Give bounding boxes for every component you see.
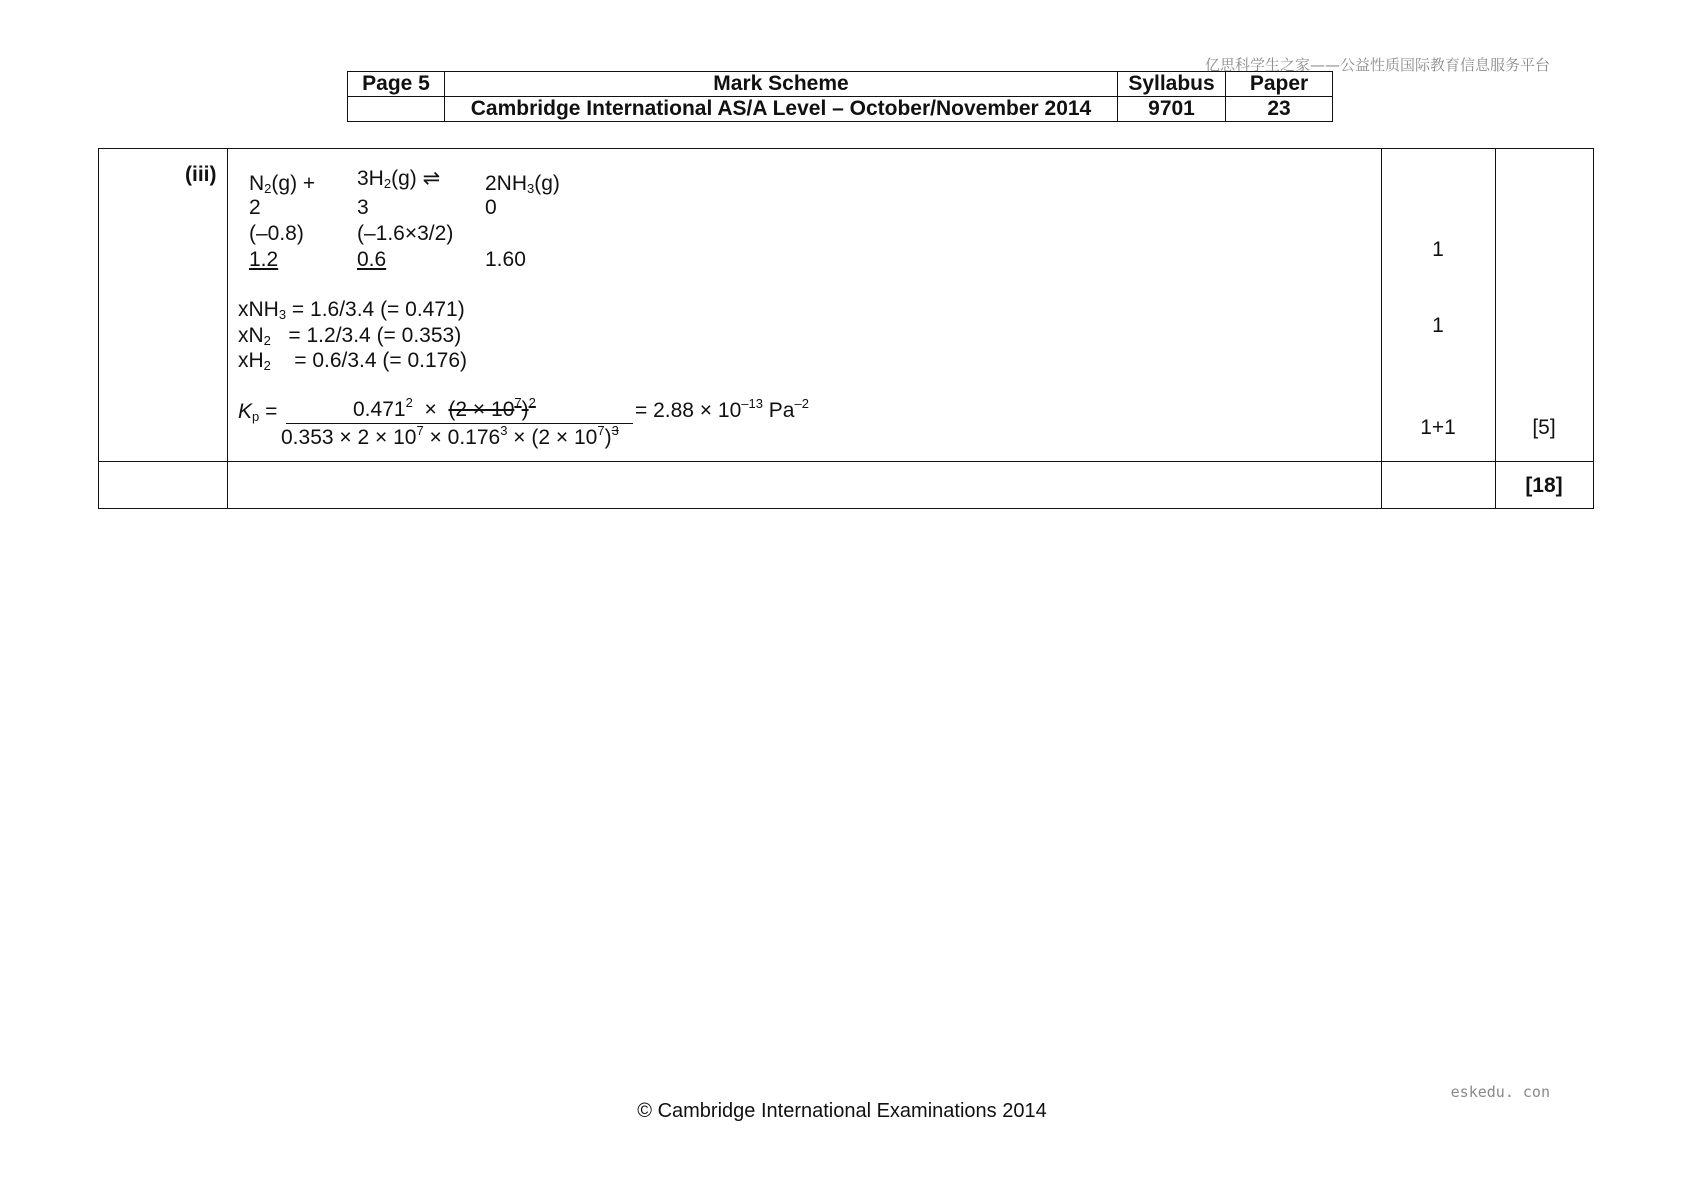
header-empty-cell	[348, 97, 445, 122]
syllabus-label: Syllabus	[1118, 72, 1226, 97]
kp-symbol: $K_p$ =	[238, 400, 278, 424]
row-divider	[99, 461, 1593, 462]
watermark-url: eskedu. con	[1450, 1083, 1550, 1101]
initial-h2: 3	[357, 196, 369, 219]
kp-result: = $2.88 \times 10^{-13}$ $Pa^{-2}$	[635, 396, 809, 422]
page-number: Page 5	[348, 72, 445, 97]
part-label: (iii)	[185, 163, 217, 186]
kp-numerator: $0.471^2 \times (2 \times 10^7)^2$	[353, 395, 536, 421]
header-subtitle: Cambridge International AS/A Level – October/November 2014	[445, 97, 1118, 122]
equilibrium-h2: 0.6	[357, 248, 387, 271]
kp-denominator: $0.353 \times 2 \times 10^7 \times 0.176^3 \times (2 \times 10^7)^3$	[281, 423, 619, 449]
initial-nh3: 0	[485, 196, 497, 219]
mole-fraction-h2: $xH_2$ = 0.6/3.4 (= 0.176)	[238, 349, 468, 373]
watermark-text: 亿思科学生之家——公益性质国际教育信息服务平台	[1204, 56, 1550, 74]
equation-nh3: $2NH_3(g)$	[485, 172, 560, 196]
paper-label: Paper	[1226, 72, 1333, 97]
mark-value: 1	[1432, 314, 1444, 337]
header-title: Mark Scheme	[445, 72, 1118, 97]
kp-fraction-line	[286, 423, 633, 424]
column-divider	[227, 149, 228, 508]
part-total: [5]	[1532, 416, 1556, 439]
equation-n2: $N_2(g)$ +	[249, 172, 316, 196]
change-h2: (–1.6×3/2)	[357, 222, 454, 245]
paper-code: 23	[1226, 97, 1333, 122]
change-n2: (–0.8)	[249, 222, 304, 245]
question-total: [18]	[1525, 474, 1563, 497]
mark-value: 1+1	[1420, 416, 1456, 439]
mark-scheme-table	[98, 148, 1594, 509]
page-header-table	[347, 71, 1333, 122]
initial-n2: 2	[249, 196, 261, 219]
equation-h2: $3H_2(g)$ ⇌	[357, 167, 441, 191]
mole-fraction-nh3: xNH$_3$ = 1.6/3.4 (= 0.471)	[238, 298, 465, 322]
column-divider	[1495, 149, 1496, 508]
syllabus-code: 9701	[1118, 97, 1226, 122]
copyright-footer: © Cambridge International Examinations 2014	[637, 1100, 1047, 1122]
mark-value: 1	[1432, 238, 1444, 261]
mole-fraction-n2: $xN_2 = 1.2/3.4$ (= 0.353)	[238, 324, 462, 348]
equilibrium-n2: 1.2	[249, 248, 279, 271]
equilibrium-nh3: 1.60	[485, 248, 526, 271]
